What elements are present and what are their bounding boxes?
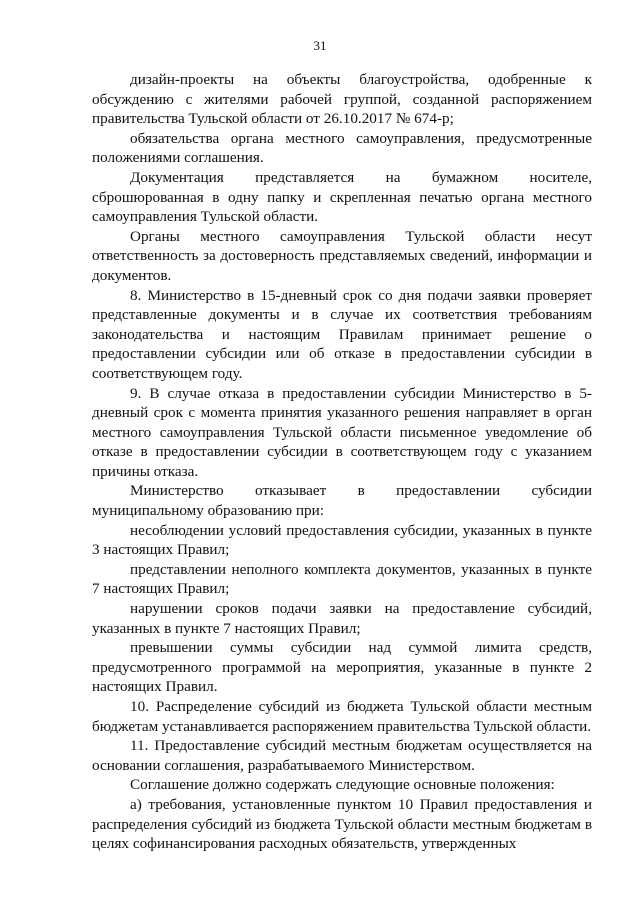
paragraph: 11. Предоставление субсидий местным бюджетам осуществляется на основании соглашения, разрабатываемого Министерством. — [92, 737, 592, 774]
paragraph: Органы местного самоуправления Тульской области несут ответственность за достоверность представляемых сведений, информации и документов. — [92, 227, 592, 284]
body-text — [92, 70, 592, 854]
paragraph: а) требования, установленные пунктом 10 Правил предоставления и распределения субсидий из бюджета Тульской области местным бюджетам в целях софинансирования расходных обязательств, утвержденных — [92, 795, 592, 853]
paragraph: несоблюдении условий предоставления субсидии, указанных в пункте 3 настоящих Правил; — [92, 521, 592, 559]
paragraph: обязательства органа местного самоуправления, предусмотренные положениями соглашения. — [92, 129, 592, 167]
page-number: 31 — [313, 38, 327, 53]
paragraph: Документация представляется на бумажном носителе, сброшюрованная в одну папку и скрепленная печатью органа местного самоуправления Тульской области. — [92, 168, 592, 226]
paragraph: 10. Распределение субсидий из бюджета Тульской области местным бюджетам устанавливается распоряжением правительства Тульской области. — [92, 698, 592, 735]
paragraph: Министерство отказывает в предоставлении субсидии муниципальному образованию при: — [92, 482, 592, 520]
paragraph: дизайн-проекты на объекты благоустройства, одобренные к обсуждению с жителями рабочей группой, созданной распоряжением правительства Тульской области от 26.10.2017 № 674-р; — [92, 71, 592, 128]
paragraph: 9. В случае отказа в предоставлении субсидии Министерство в 5-дневный срок с момента принятия указанного решения направляет в орган местного самоуправления Тульской области письменное уведомление об отказе в предоставлении субсидии в соответствующем году с указанием причины отказа. — [92, 384, 592, 480]
paragraph: 8. Министерство в 15-дневный срок со дня подачи заявки проверяет представленные документы и в случае их соответствия требованиям законодательства и настоящим Правилам принимает решение о предоставлении субсидии или об отказе в предоставлении субсидии в соответствующем году. — [92, 286, 592, 382]
paragraph: превышении суммы субсидии над суммой лимита средств, предусмотренного программой на мероприятия, указанные в пункте 2 настоящих Правил. — [92, 639, 592, 696]
paragraph: представлении неполного комплекта документов, указанных в пункте 7 настоящих Правил; — [92, 560, 592, 598]
paragraph: нарушении сроков подачи заявки на предоставление субсидий, указанных в пункте 7 настоящих Правил; — [92, 600, 592, 637]
paragraph: Соглашение должно содержать следующие основные положения: — [130, 776, 555, 794]
